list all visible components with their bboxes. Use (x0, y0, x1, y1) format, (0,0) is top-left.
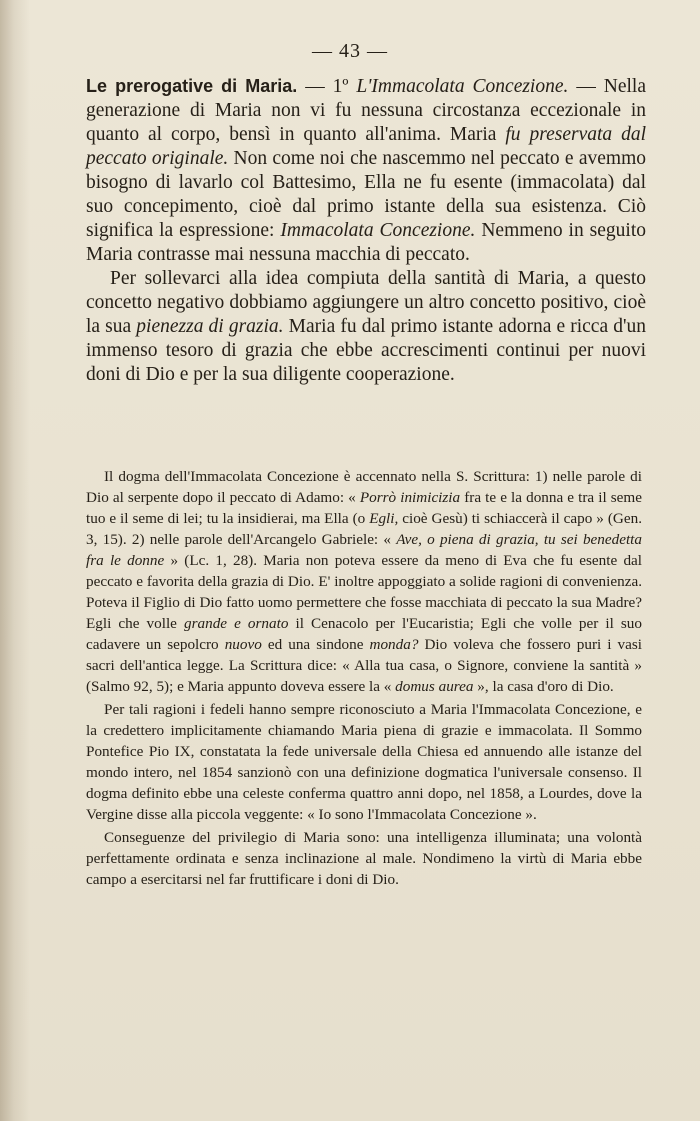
section-heading: Le prerogative di Maria. (86, 76, 298, 96)
paragraph-grazia (86, 267, 646, 387)
text-run: fra te e la donna e tra il seme tuo e il seme di lei; tu la insidierai, ma Ella (o (86, 489, 642, 527)
text-run: — Nella generazione di Maria non vi fu nessuna circostanza eccezionale in quanto al corpo, bensì in quanto all'anima. Maria (86, 76, 647, 145)
italic-run: monda? (369, 636, 419, 653)
text-run: » (Lc. 1, 28). Maria non poteva essere da meno di Eva che fu esente dal peccato e favorita della grazia di Dio. E' inoltre appoggiato a solide ragioni di convenienza. Poteva il Figlio di Dio fatto uomo permettere che fosse macchiata di peccato la sua Madre? Egli che volle (86, 552, 642, 632)
page-number: — 43 — (312, 40, 388, 62)
italic-run: Egli, (369, 510, 399, 527)
text-run: cioè Gesù) ti schiaccerà il capo » (Gen. 3, 15). 2) nelle parole dell'Arcangelo Gabriele: « (86, 510, 643, 548)
paragraph-dogma (86, 466, 642, 697)
text-run: Nemmeno in seguito Maria contrasse mai nessuna macchia di peccato. (86, 220, 646, 265)
italic-run: Immacolata Concezione. (280, 220, 476, 241)
text-run: Maria fu dal primo istante adorna e ricca d'un immenso tesoro di grazia che ebbe accrescimenti continui per nuovi doni di Dio e per la sua diligente cooperazione. (86, 316, 646, 385)
main-text (86, 74, 646, 387)
italic-run: nuovo (224, 636, 262, 653)
italic-run: Porrò inimicizia (359, 489, 461, 506)
italic-run: grande e ornato (184, 615, 289, 632)
text-run: Non come noi che nascemmo nel peccato e avemmo bisogno di lavarlo col Battesimo, Ella ne fu esente (immacolata) dal suo concepimento, cioè dal primo istante della sua esistenza. Ciò significa la espressione: (86, 148, 646, 241)
italic-run: pienezza di grazia. (136, 316, 284, 337)
italic-run: Ave, o piena di grazia, tu sei benedetta fra le donne (86, 531, 642, 569)
footnote-text (86, 466, 642, 890)
italic-run: fu preservata dal peccato originale. (86, 124, 647, 169)
text-run: il Cenacolo per l'Eucaristia; Egli che volle per il suo cadavere un sepolcro (86, 615, 642, 653)
text-run: Il dogma dell'Immacolata Concezione è accennato nella S. Scrittura: 1) nelle parole di Dio al serpente dopo il peccato di Adamo: « (86, 468, 642, 506)
paragraph-conseguenze: Conseguenze del privilegio di Maria sono: una intelligenza illuminata; una volontà perfettamente ordinata e senza inclinazione al male. Nondimeno la virtù di Maria ebbe campo a esercitarsi nel far fruttificare i doni di Dio. (86, 829, 642, 888)
heading-separator: — 1º (297, 76, 357, 97)
paragraph-immacolata (86, 74, 646, 267)
italic-run: domus aurea (395, 678, 474, 695)
text-run: ed una sindone (261, 636, 370, 653)
text-run: », la casa d'oro di Dio. (473, 678, 614, 695)
paragraph-fedeli: Per tali ragioni i fedeli hanno sempre riconosciuto a Maria l'Immacolata Concezione, e la credettero implicitamente chiamando Maria piena di grazie e immacolata. Il Sommo Pontefice Pio IX, constatata la fede universale della Chiesa ed annuendo alle istanze del mondo intero, nel 1854 sanzionò con una definizione dogmatica l'universale consenso. Il dogma definito ebbe una celeste conferma quattro anni dopo, nel 1858, a Lourdes, dove la Vergine disse alla piccola veggente: « Io sono l'Immacolata Concezione ». (86, 701, 642, 823)
subheading: L'Immacolata Concezione. (356, 76, 569, 97)
text-run: Dio voleva che fossero puri i vasi sacri dell'antica legge. La Scrittura dice: « Alla tua casa, o Signore, conviene la santità » (Salmo 92, 5); e Maria appunto doveva essere la « (86, 636, 643, 695)
text-run: Per sollevarci alla idea compiuta della santità di Maria, a questo concetto negativo dobbiamo aggiungere un altro concetto positivo, cioè la sua (86, 268, 646, 337)
